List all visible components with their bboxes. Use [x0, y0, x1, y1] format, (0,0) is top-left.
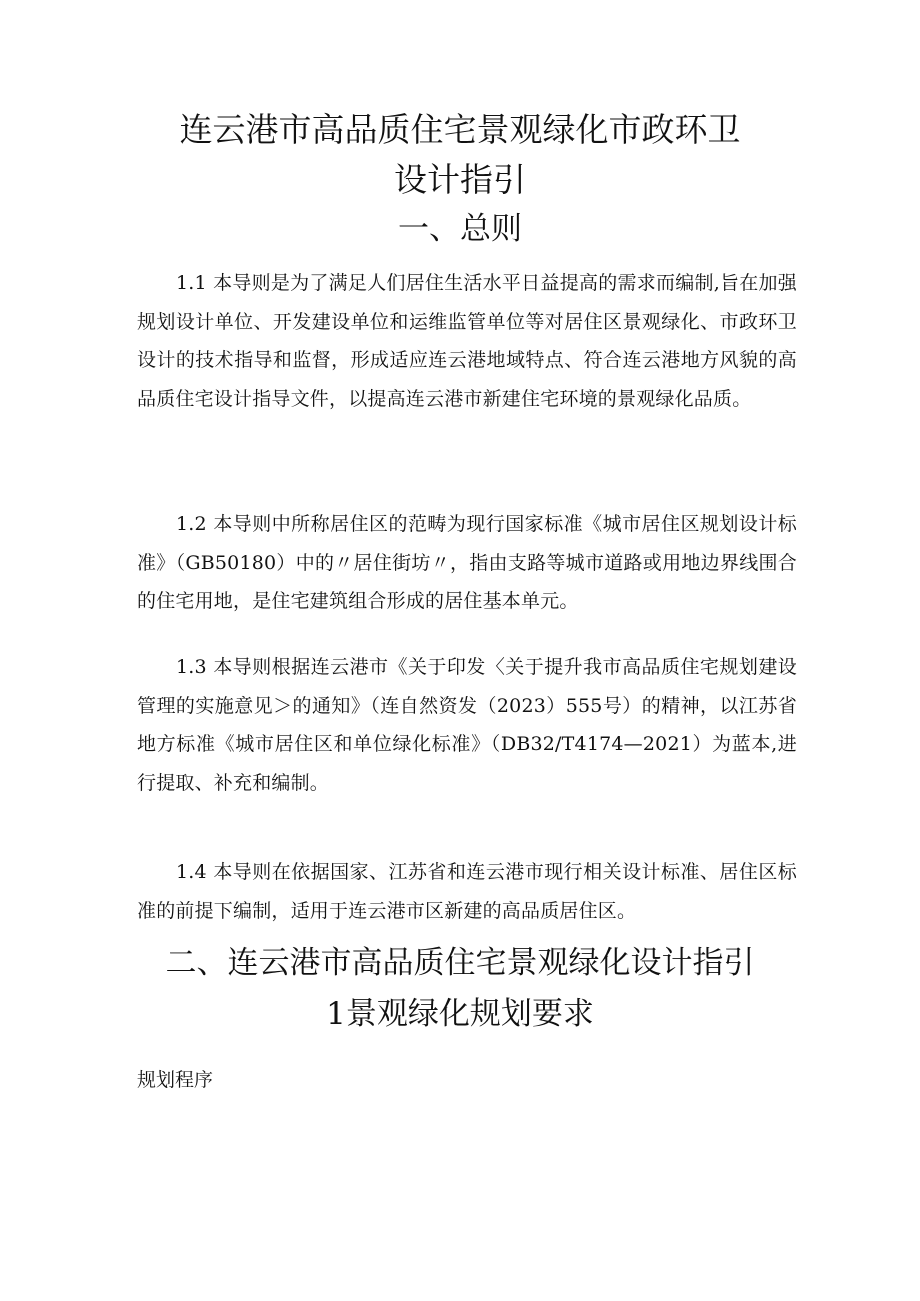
section-heading-general: 一、总则: [398, 211, 522, 247]
paragraph-1-4: 1.4 本导则在依据国家、江苏省和连云港市现行相关设计标准、居住区标准的前提下编制，适用于连云港市区新建的高品质居住区。: [137, 861, 797, 922]
document-title-line1: 连云港市高品质住宅景观绿化市政环卫: [179, 110, 741, 149]
planning-procedure-label: 规划程序: [137, 1069, 214, 1091]
section-heading-landscape-guide: 二、连云港市高品质住宅景观绿化设计指引: [165, 945, 755, 981]
document-title-line2: 设计指引: [394, 160, 526, 199]
paragraph-1-3: 1.3 本导则根据连云港市《关于印发〈关于提升我市高品质住宅规划建设管理的实施意见＞的通知》（连自然资发（2023）555号）的精神，以江苏省地方标准《城市居住区和单位绿化标准》（DB32/T4174—2021）为蓝本,进行提取、补充和编制。: [137, 656, 797, 794]
subsection-heading-planning-requirements: 1景观绿化规划要求: [326, 996, 594, 1032]
paragraph-1-1: 1.1 本导则是为了满足人们居住生活水平日益提高的需求而编制,旨在加强规划设计单位、开发建设单位和运维监管单位等对居住区景观绿化、市政环卫设计的技术指导和监督，形成适应连云港地域特点、符合连云港地方风貌的高品质住宅设计指导文件，以提高连云港市新建住宅环境的景观绿化品质。: [137, 272, 797, 410]
paragraph-1-2: 1.2 本导则中所称居住区的范畴为现行国家标准《城市居住区规划设计标准》（GB50180）中的〃居住街坊〃，指由支路等城市道路或用地边界线围合的住宅用地，是住宅建筑组合形成的居住基本单元。: [137, 513, 797, 613]
